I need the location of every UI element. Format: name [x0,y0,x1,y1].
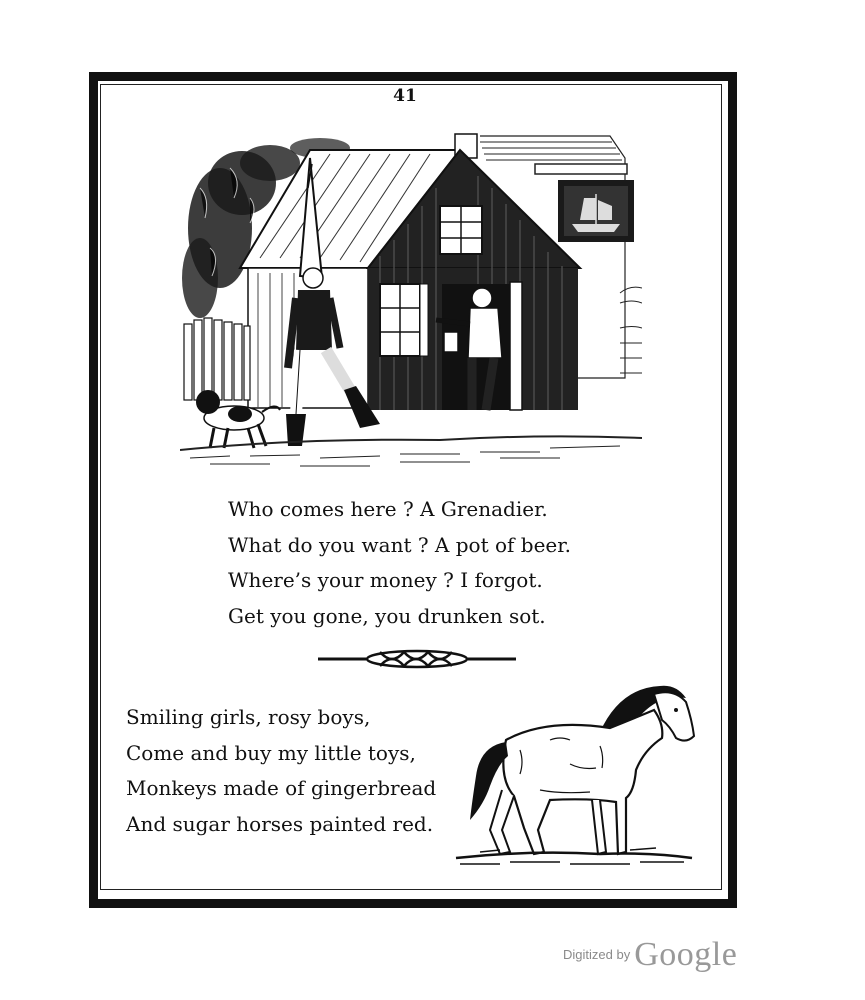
verse-line: Smiling girls, rosy boys, [126,705,371,729]
verse-grenadier [228,492,571,634]
divider-ornament [318,648,516,670]
verse-line: Where’s your money ? I forgot. [228,568,543,592]
verse-toys [126,700,436,842]
picket-fence [184,318,250,400]
verse-line: And sugar horses painted red. [126,811,434,836]
watermark-brand-logo: Google [634,936,738,973]
inn-sign [535,164,634,242]
digitized-watermark [563,936,737,974]
verse-line: Monkeys made of gingerbread [126,776,437,800]
horse-illustration [450,680,700,870]
verse-line: Come and buy my little toys, [126,740,416,765]
ground [180,436,642,466]
verse-line: Who comes here ? A Grenadier. [228,497,548,521]
watermark-prefix: Digitized by [563,947,631,962]
page-number: 41 [393,86,417,106]
verse-line: What do you want ? A pot of beer. [228,532,571,557]
verse-line: Get you gone, you drunken sot. [228,603,546,628]
inn-illustration [180,128,642,468]
